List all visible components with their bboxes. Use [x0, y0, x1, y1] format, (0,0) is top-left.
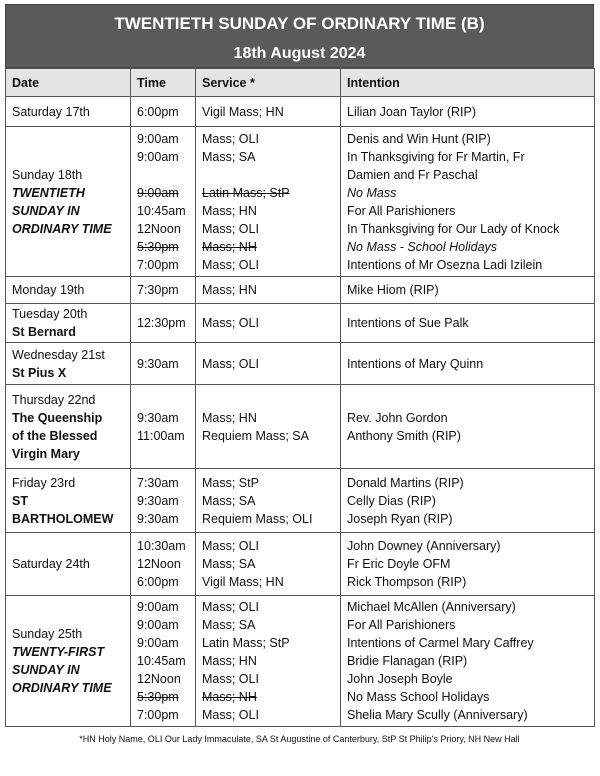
- row-service: Mass; SA: [202, 618, 256, 632]
- row-time: [137, 166, 195, 184]
- row-feast-line: SUNDAY IN: [12, 203, 80, 218]
- row-time: 5:30pm: [137, 239, 179, 254]
- column-header-date: Date: [6, 69, 131, 97]
- row-intention: Denis and Win Hunt (RIP): [347, 131, 491, 146]
- row-service-cell: [196, 127, 341, 277]
- row-service: Mass; OLI: [202, 539, 259, 553]
- row-service: Latin Mass; StP: [202, 185, 290, 200]
- row-intention: Michael McAllen (Anniversary): [347, 600, 516, 614]
- row-time-cell: [131, 533, 196, 596]
- column-header-service: Service *: [196, 69, 341, 97]
- schedule-title: TWENTIETH SUNDAY OF ORDINARY TIME (B): [114, 14, 485, 33]
- row-time: 10:30am: [137, 539, 186, 553]
- row-date-cell: [6, 596, 131, 727]
- row-intention: Damien and Fr Paschal: [347, 167, 478, 182]
- row-service: Mass; OLI: [202, 316, 259, 330]
- row-time-cell: [131, 343, 196, 385]
- row-time: 9:00am: [137, 636, 179, 650]
- row-intention: Rick Thompson (RIP): [347, 575, 467, 589]
- row-time: 9:00am: [137, 131, 179, 146]
- row-time-cell: [131, 596, 196, 727]
- row-intention: Lilian Joan Taylor (RIP): [347, 104, 476, 119]
- row-feast-line: St Bernard: [12, 325, 76, 339]
- table-row: [6, 343, 595, 385]
- column-header-intention: Intention: [341, 69, 595, 97]
- row-day: Wednesday 21st: [12, 347, 105, 362]
- row-intention: Celly Dias (RIP): [347, 493, 436, 508]
- row-time: 9:00am: [137, 618, 179, 632]
- row-time: 12Noon: [137, 221, 181, 236]
- schedule-table: [5, 68, 595, 727]
- row-service: Vigil Mass; HN: [202, 575, 284, 589]
- row-service: Mass; OLI: [202, 600, 259, 614]
- row-time: 9:30am: [137, 493, 179, 508]
- row-service: Mass; HN: [202, 283, 257, 297]
- row-service: Mass; NH: [202, 239, 257, 254]
- row-intention: Rev. John Gordon: [347, 410, 448, 425]
- row-time: 7:30am: [137, 475, 179, 490]
- row-service: Mass; SA: [202, 493, 256, 508]
- table-row: [6, 304, 595, 343]
- row-intention-cell: [341, 127, 595, 277]
- row-service-cell: [196, 97, 341, 127]
- row-feast-line: of the Blessed: [12, 428, 98, 443]
- schedule-header: [5, 4, 594, 68]
- table-row: [6, 385, 595, 469]
- row-time: 11:00am: [137, 428, 185, 443]
- row-intention: For All Parishioners: [347, 618, 456, 632]
- row-day: Friday 23rd: [12, 475, 76, 490]
- row-date-cell: [6, 304, 131, 343]
- row-time-cell: [131, 127, 196, 277]
- row-intention: Shelia Mary Scully (Anniversary): [347, 708, 528, 722]
- row-service: Mass; HN: [202, 203, 257, 218]
- row-service-cell: [196, 385, 341, 469]
- row-intention-cell: [341, 343, 595, 385]
- row-time: 7:00pm: [137, 257, 179, 272]
- row-time: 7:00pm: [137, 708, 179, 722]
- row-intention: Anthony Smith (RIP): [347, 428, 461, 443]
- row-intention-cell: [341, 596, 595, 727]
- table-row: [6, 97, 595, 127]
- row-date-cell: [6, 469, 131, 533]
- row-service: Mass; NH: [202, 690, 257, 704]
- row-intention: Intentions of Carmel Mary Caffrey: [347, 636, 534, 650]
- row-feast-line: ORDINARY TIME: [12, 221, 112, 236]
- row-time-cell: [131, 304, 196, 343]
- row-time: 9:30am: [137, 410, 179, 425]
- row-intention: For All Parishioners: [347, 203, 456, 218]
- row-service: Mass; OLI: [202, 257, 259, 272]
- row-service: Mass; OLI: [202, 131, 259, 146]
- row-time: 10:45am: [137, 654, 186, 668]
- footnote: *HN Holy Name, OLI Our Lady Immaculate, SA St Augustine of Canterbury, StP St Philip's Priory, NH New Hall: [79, 734, 520, 744]
- row-intention: John Joseph Boyle: [347, 672, 453, 686]
- row-service: Mass; OLI: [202, 672, 259, 686]
- row-feast-line: ST: [12, 493, 28, 508]
- row-date-cell: [6, 533, 131, 596]
- row-feast-line: BARTHOLOMEW: [12, 511, 114, 526]
- row-time: 9:30am: [137, 511, 179, 526]
- row-service-cell: [196, 343, 341, 385]
- row-day: Sunday 25th: [12, 627, 83, 641]
- schedule-date: 18th August 2024: [233, 45, 366, 62]
- row-time: 9:00am: [137, 149, 179, 164]
- row-time: 12:30pm: [137, 316, 186, 330]
- row-service: Mass; SA: [202, 557, 256, 571]
- row-day: Saturday 17th: [12, 104, 90, 119]
- row-service: Requiem Mass; OLI: [202, 511, 313, 526]
- table-row: [6, 469, 595, 533]
- row-time: 12Noon: [137, 672, 181, 686]
- row-service: [202, 166, 340, 184]
- row-intention-cell: [341, 469, 595, 533]
- row-service: Mass; StP: [202, 475, 259, 490]
- row-feast-line: ORDINARY TIME: [12, 681, 112, 695]
- table-row: [6, 596, 595, 727]
- row-intention-cell: [341, 277, 595, 304]
- row-intention: No Mass School Holidays: [347, 690, 490, 704]
- row-intention: Intentions of Sue Palk: [347, 316, 469, 330]
- row-intention: In Thanksgiving for Fr Martin, Fr: [347, 149, 525, 164]
- row-service-cell: [196, 596, 341, 727]
- row-date-cell: [6, 97, 131, 127]
- row-intention: Fr Eric Doyle OFM: [347, 557, 451, 571]
- row-feast-line: The Queenship: [12, 410, 103, 425]
- row-day: Tuesday 20th: [12, 307, 88, 321]
- row-service: Mass; OLI: [202, 221, 259, 236]
- row-intention: In Thanksgiving for Our Lady of Knock: [347, 221, 560, 236]
- row-intention: John Downey (Anniversary): [347, 539, 501, 553]
- row-time: 9:00am: [137, 185, 179, 200]
- row-time-cell: [131, 277, 196, 304]
- row-time: 6:00pm: [137, 104, 179, 119]
- row-intention: No Mass - School Holidays: [347, 239, 498, 254]
- table-row: [6, 127, 595, 277]
- table-row: [6, 533, 595, 596]
- row-time: 6:00pm: [137, 575, 179, 589]
- row-time: 12Noon: [137, 557, 181, 571]
- row-service-cell: [196, 533, 341, 596]
- row-intention: Donald Martins (RIP): [347, 475, 464, 490]
- row-feast-line: St Pius X: [12, 365, 67, 380]
- row-day: Sunday 18th: [12, 167, 83, 182]
- row-time: 10:45am: [137, 203, 186, 218]
- row-feast-line: TWENTY-FIRST: [12, 645, 105, 659]
- row-intention-cell: [341, 533, 595, 596]
- row-time-cell: [131, 469, 196, 533]
- row-feast-line: Virgin Mary: [12, 446, 80, 461]
- row-time: 9:30am: [137, 356, 179, 371]
- row-intention: Mike Hiom (RIP): [347, 283, 439, 297]
- row-day: Monday 19th: [12, 283, 85, 297]
- row-time-cell: [131, 385, 196, 469]
- row-date-cell: [6, 343, 131, 385]
- row-intention: Intentions of Mary Quinn: [347, 356, 484, 371]
- row-service-cell: [196, 277, 341, 304]
- row-service: Mass; HN: [202, 654, 257, 668]
- row-service: Requiem Mass; SA: [202, 428, 309, 443]
- row-service: Latin Mass; StP: [202, 636, 290, 650]
- row-intention: Bridie Flanagan (RIP): [347, 654, 468, 668]
- row-service: Mass; OLI: [202, 356, 259, 371]
- row-date-cell: [6, 127, 131, 277]
- mass-schedule: [5, 4, 594, 744]
- row-service: Vigil Mass; HN: [202, 104, 284, 119]
- row-intention: No Mass: [347, 185, 397, 200]
- row-time: 7:30pm: [137, 283, 179, 297]
- row-intention: Joseph Ryan (RIP): [347, 511, 453, 526]
- row-service-cell: [196, 469, 341, 533]
- table-header-row: [6, 69, 595, 97]
- column-header-time: Time: [131, 69, 196, 97]
- row-service: Mass; OLI: [202, 708, 259, 722]
- row-time: 9:00am: [137, 600, 179, 614]
- row-day: Thursday 22nd: [12, 392, 96, 407]
- row-intention-cell: [341, 385, 595, 469]
- row-feast-line: SUNDAY IN: [12, 663, 80, 677]
- row-intention: Intentions of Mr Osezna Ladi Izilein: [347, 257, 543, 272]
- row-intention-cell: [341, 97, 595, 127]
- row-time: 5:30pm: [137, 690, 179, 704]
- row-feast-line: TWENTIETH: [12, 185, 85, 200]
- table-row: [6, 277, 595, 304]
- row-date-cell: [6, 385, 131, 469]
- row-intention-cell: [341, 304, 595, 343]
- row-service: Mass; SA: [202, 149, 256, 164]
- row-service: Mass; HN: [202, 410, 257, 425]
- row-date-cell: [6, 277, 131, 304]
- row-time-cell: [131, 97, 196, 127]
- row-day: Saturday 24th: [12, 557, 90, 571]
- row-service-cell: [196, 304, 341, 343]
